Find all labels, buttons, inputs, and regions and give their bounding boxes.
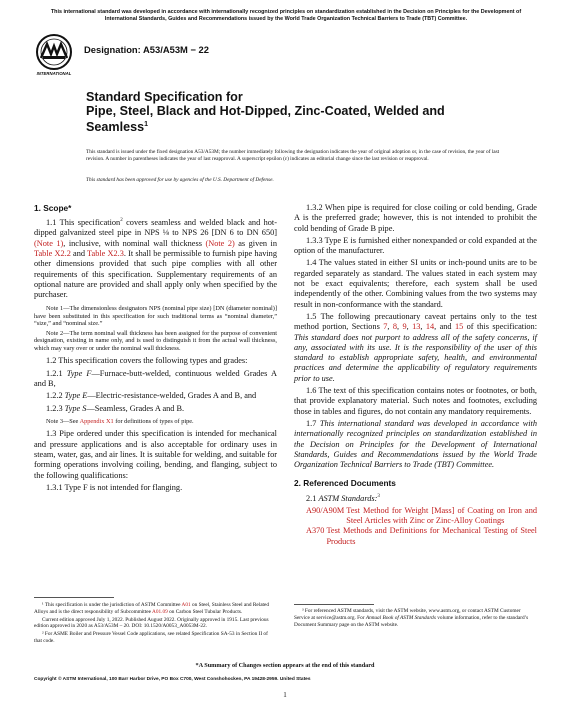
reference-code[interactable]: A90/A90M xyxy=(306,505,345,515)
text: , inclusive, with nominal wall thickness xyxy=(63,238,206,248)
title-line-1: Standard Specification for xyxy=(86,90,243,104)
right-footnotes xyxy=(294,608,537,629)
text: for definitions of types of pipe. xyxy=(113,417,194,425)
committee-a01-link[interactable]: A01 xyxy=(181,602,191,608)
footnote-divider xyxy=(294,604,374,605)
footnote-1 xyxy=(34,602,277,616)
title-line-3: Seamless xyxy=(86,120,145,135)
footnote-ref[interactable]: 2 xyxy=(120,218,123,224)
para-1-3-3: 1.3.3 Type E is furnished either nonexpanded or cold expanded at the option of the manufacturer. xyxy=(294,235,537,256)
text: on Carbon Steel Tubular Products. xyxy=(167,608,243,615)
title-line-2: Pipe, Steel, Black and Hot-Dipped, Zinc-Coated, Welded and xyxy=(86,104,445,119)
type-label: Type E xyxy=(64,391,88,401)
note-3 xyxy=(34,418,277,426)
footnote-2: ² For ASME Boiler and Pressure Vessel Code applications, see related Specification SA-53 in Section II of that code. xyxy=(34,631,268,644)
para-1-6: 1.6 The text of this specification contains notes or footnotes, or both, that provide explanatory material. Such notes and footnotes, excluding those in tables and figures, do not contain any mandatory requirements. xyxy=(294,386,537,416)
text: 1.5 The following precautionary caveat pertains only to the test method portion, Sections xyxy=(294,311,537,332)
type-label: Type F xyxy=(66,368,92,378)
designation: Designation: A53/A53M − 22 xyxy=(84,44,209,55)
reference-a370[interactable] xyxy=(294,526,537,547)
text: Note 3—See xyxy=(46,417,80,425)
header-notice: This international standard was developed in accordance with internationally recognized principles on standardization established in the Decision on Principles for the Development of International Standards, Guides and Recommendations issued by the World Trade Organization Technical Barriers to Trade (TBT) Committee. xyxy=(50,9,522,22)
document-title xyxy=(86,90,506,135)
para-1-2: 1.2 This specification covers the following types and grades: xyxy=(46,356,248,366)
text: 1.2.3 xyxy=(46,403,65,413)
text: covers seamless and welded black and hot-dipped galvanized steel pipe in NPS ⅛ to NPS 26 [DN 6 to DN 650] xyxy=(34,218,278,238)
text: . It shall be permissible to furnish pipe having other dimensions provided that such pipe complies with all other requirements of this specification. Supplementary requirements of an optional nature are provided and shall apply only when specified by the purchaser. xyxy=(34,248,277,300)
para-1-3-2: 1.3.2 When pipe is required for close coiling or cold bending, Grade A is the preferred grade; however, this is not intended to prohibit the cold bending of Grade B pipe. xyxy=(294,203,537,233)
wto-statement: This international standard was developed in accordance with internationally recognized principles on standardization established in the Decision on Principles for the Development of International Standards, Guides and Recommendations issued by the World Trade Organization Technical Barriers to Trade (TBT) Committee. xyxy=(294,418,537,470)
astm-logo xyxy=(34,32,74,82)
text: ¹ This specification is under the jurisdiction of ASTM Committee xyxy=(42,602,182,608)
section-8-link[interactable]: 8 xyxy=(392,322,397,332)
left-column xyxy=(34,203,277,495)
section-9-link[interactable]: 9 xyxy=(402,322,407,332)
text: , xyxy=(387,322,393,332)
footnote-3 xyxy=(294,608,537,628)
text: 1.2.2 xyxy=(46,391,65,401)
left-footnotes xyxy=(34,602,277,646)
note-1: Note 1—The dimensionless designators NPS (nominal pipe size) [DN (diameter nominal)] have been substituted in this specification for such traditional terms as “nominal diameter,” “size,” and “nominal size.” xyxy=(34,305,277,328)
text: on Steel, Stainless Steel and Related Alloys and is the direct responsibility of Subcommittee xyxy=(34,602,270,615)
safety-caveat: This standard does not purport to address all of the safety concerns, if any, associated with its use. It is the responsibility of the user of this standard to establish appropriate safety, health, and environmental practices and determine the applicability of regulatory requirements prior to use. xyxy=(294,332,537,383)
book-title: Annual Book of ASTM Standards xyxy=(365,614,436,621)
section-1-heading: 1. Scope* xyxy=(34,203,72,213)
text: —Furnace-butt-welded, continuous welded Grades A and B, xyxy=(34,368,278,389)
note-1-link[interactable]: (Note 1) xyxy=(34,238,64,248)
subcommittee-a01-09-link[interactable]: A01.09 xyxy=(152,608,168,615)
appendix-x1-link[interactable]: Appendix X1 xyxy=(79,417,114,425)
text: 1.2.1 xyxy=(46,368,67,378)
page-number: 1 xyxy=(283,691,287,699)
copyright: Copyright © ASTM International, 100 Barr Harbor Drive, PO Box C700, West Conshohocken, PA 19428-2959. United States xyxy=(34,677,311,682)
text: , xyxy=(406,322,413,332)
text: , xyxy=(420,322,426,332)
title-footnote-ref: 1 xyxy=(144,121,149,129)
para-1-5 xyxy=(294,312,537,384)
text: , and xyxy=(434,322,455,332)
reference-code[interactable]: A370 xyxy=(306,526,325,536)
section-14-link[interactable]: 14 xyxy=(425,322,435,332)
para-1-7 xyxy=(294,419,537,470)
section-7-link[interactable]: 7 xyxy=(383,322,388,332)
text: ³ For referenced ASTM standards, visit the ASTM website, www.astm.org, or contact ASTM Customer Service at service@astm.org. For xyxy=(294,608,521,621)
text: 1.1 This specification xyxy=(46,218,121,228)
para-2-1 xyxy=(294,492,537,504)
para-1-3-1: 1.3.1 Type F is not intended for flanging. xyxy=(46,482,183,492)
section-2-heading: 2. Referenced Documents xyxy=(294,478,396,489)
note-2: Note 2—The term nominal wall thickness has been assigned for the purpose of convenient designation, existing in name only, and is used to distinguish it from the actual wall thickness, which may vary over or under the nominal wall thickness. xyxy=(34,329,277,352)
dod-approval: This standard has been approved for use by agencies of the U.S. Department of Defense. xyxy=(86,177,274,183)
para-1-2-1 xyxy=(34,369,277,390)
text: as given in xyxy=(234,238,277,248)
footnote-1-edition: Current edition approved July 1, 2022. Published August 2022. Originally approved in 1915. Last previous edition approved in 2020 as A53/A53M – 20. DOI: 10.1520/A0053_A0053M-22. xyxy=(34,616,269,630)
section-15-link[interactable]: 15 xyxy=(454,322,464,332)
summary-of-changes-note: *A Summary of Changes section appears at the end of this standard xyxy=(195,662,375,669)
text: 1.7 xyxy=(306,418,320,428)
text: 2.1 xyxy=(306,493,319,503)
text: —Seamless, Grades A and B. xyxy=(86,403,185,413)
para-1-4: 1.4 The values stated in either SI units or inch-pound units are to be regarded separately as standard. The values stated in each system may not be exact equivalents; therefore, each system shall be used independently of the other. Combining values from the two systems may result in non-conformance with the standard. xyxy=(294,258,537,309)
note-2-link[interactable]: (Note 2) xyxy=(205,238,235,248)
logo-text: INTERNATIONAL xyxy=(36,71,72,76)
issuance-statement: This standard is issued under the fixed designation A53/A53M; the number immediately following the designation indicates the year of original adoption or, in the case of revision, the year of last revision. A number in parentheses indicates the year of last reapproval. A superscript epsilon (ε) indicates an editorial change since the last revision or reapproval. xyxy=(86,149,500,163)
para-1-2-2 xyxy=(34,391,277,401)
section-13-link[interactable]: 13 xyxy=(412,322,421,332)
reference-a90[interactable] xyxy=(294,506,537,527)
text: volume information, refer to the standard’s Document Summary page on the ASTM website. xyxy=(294,614,529,628)
text: of this specification: xyxy=(463,322,538,332)
table-x2-2-link[interactable]: Table X2.2 xyxy=(34,248,71,258)
text: and xyxy=(70,248,88,258)
text: —Electric-resistance-welded, Grades A and B, and xyxy=(87,391,257,401)
para-1-1 xyxy=(34,216,277,300)
footnote-divider xyxy=(34,597,114,598)
reference-title[interactable]: Test Methods and Definitions for Mechanical Testing of Steel Products xyxy=(326,526,537,546)
type-label: Type S xyxy=(64,403,87,413)
right-column xyxy=(294,203,537,547)
text: , xyxy=(396,322,403,332)
reference-title[interactable]: Test Method for Weight [Mass] of Coating on Iron and Steel Articles with Zinc or Zinc-Alloy Coatings xyxy=(346,505,537,526)
para-1-3: 1.3 Pipe ordered under this specification is intended for mechanical and pressure applications and is also acceptable for ordinary uses in steam, water, gas, and air lines. It is suitable for welding, and suitable for forming operations involving coiling, bending, and flanging, subject to the following qualifications: xyxy=(34,429,277,480)
footnote-ref[interactable]: 3 xyxy=(377,493,380,499)
table-x2-3-link[interactable]: Table X2.3 xyxy=(87,248,124,258)
para-1-2-3 xyxy=(34,404,277,414)
astm-standards-label: ASTM Standards: xyxy=(318,493,378,503)
